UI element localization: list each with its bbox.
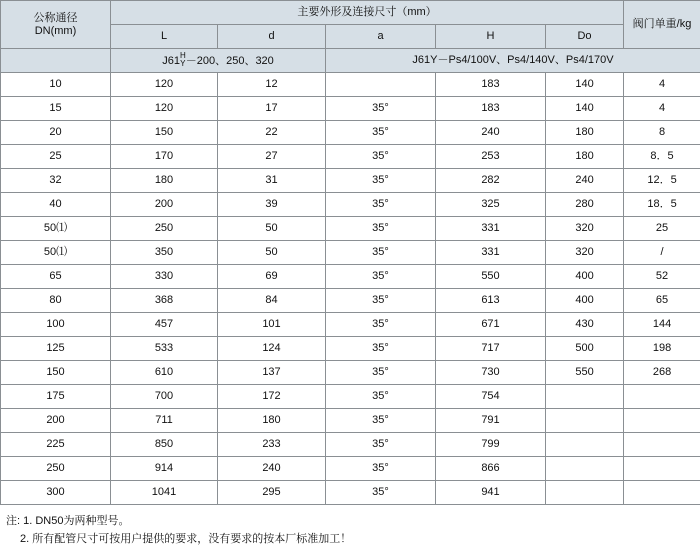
cell-a: 35° xyxy=(326,217,436,241)
cell-H: 730 xyxy=(436,361,546,385)
cell-L: 120 xyxy=(111,97,218,121)
cell-d: 31 xyxy=(218,169,326,193)
cell-Do xyxy=(546,385,624,409)
header-col-L: L xyxy=(111,25,218,49)
cell-weight: 268 xyxy=(624,361,700,385)
cell-H: 325 xyxy=(436,193,546,217)
cell-weight: 8．5 xyxy=(624,145,700,169)
cell-a: 35° xyxy=(326,313,436,337)
cell-dn: 20 xyxy=(1,121,111,145)
table-row xyxy=(1,409,700,433)
header-col-H: H xyxy=(436,25,546,49)
cell-H: 799 xyxy=(436,433,546,457)
cell-a: 35° xyxy=(326,145,436,169)
cell-a: 35° xyxy=(326,385,436,409)
cell-a: 35° xyxy=(326,457,436,481)
cell-dn: 100 xyxy=(1,313,111,337)
cell-weight: 18．5 xyxy=(624,193,700,217)
cell-d: 295 xyxy=(218,481,326,505)
header-dn xyxy=(1,1,111,49)
table-body xyxy=(1,73,700,505)
table-header-row-1 xyxy=(1,1,700,25)
series-blank xyxy=(1,49,111,73)
cell-weight xyxy=(624,481,700,505)
notes-block xyxy=(0,512,700,548)
table-row xyxy=(1,169,700,193)
cell-L: 120 xyxy=(111,73,218,97)
cell-d: 180 xyxy=(218,409,326,433)
table-row xyxy=(1,289,700,313)
cell-dn: 225 xyxy=(1,433,111,457)
cell-d: 22 xyxy=(218,121,326,145)
cell-L: 150 xyxy=(111,121,218,145)
table-row xyxy=(1,121,700,145)
cell-d: 12 xyxy=(218,73,326,97)
cell-Do xyxy=(546,409,624,433)
table-row xyxy=(1,361,700,385)
cell-Do: 180 xyxy=(546,145,624,169)
cell-dn: 50⑴ xyxy=(1,217,111,241)
table-row xyxy=(1,73,700,97)
cell-d: 240 xyxy=(218,457,326,481)
cell-weight xyxy=(624,409,700,433)
cell-H: 754 xyxy=(436,385,546,409)
header-col-Do: Do xyxy=(546,25,624,49)
cell-Do xyxy=(546,457,624,481)
header-group-dimensions: 主要外形及连接尺寸（mm） xyxy=(111,1,624,25)
cell-H: 240 xyxy=(436,121,546,145)
cell-Do: 180 xyxy=(546,121,624,145)
table-row xyxy=(1,217,700,241)
cell-d: 137 xyxy=(218,361,326,385)
cell-H: 331 xyxy=(436,241,546,265)
cell-d: 39 xyxy=(218,193,326,217)
series-right: J61Y－Ps4/100V、Ps4/140V、Ps4/170V xyxy=(326,49,700,73)
cell-H: 282 xyxy=(436,169,546,193)
table-row xyxy=(1,433,700,457)
cell-weight xyxy=(624,457,700,481)
cell-a: 35° xyxy=(326,97,436,121)
cell-weight: 8 xyxy=(624,121,700,145)
table-row xyxy=(1,145,700,169)
cell-H: 253 xyxy=(436,145,546,169)
table-row xyxy=(1,193,700,217)
cell-a: 35° xyxy=(326,433,436,457)
cell-dn: 175 xyxy=(1,385,111,409)
series-left-frac-den: Y xyxy=(180,60,186,68)
cell-weight: 4 xyxy=(624,73,700,97)
cell-L: 850 xyxy=(111,433,218,457)
cell-dn: 25 xyxy=(1,145,111,169)
cell-L: 700 xyxy=(111,385,218,409)
cell-weight: 198 xyxy=(624,337,700,361)
cell-L: 250 xyxy=(111,217,218,241)
cell-Do: 140 xyxy=(546,97,624,121)
cell-L: 610 xyxy=(111,361,218,385)
cell-dn: 50⑴ xyxy=(1,241,111,265)
cell-L: 368 xyxy=(111,289,218,313)
table-row xyxy=(1,385,700,409)
cell-a: 35° xyxy=(326,337,436,361)
cell-L: 330 xyxy=(111,265,218,289)
cell-H: 183 xyxy=(436,97,546,121)
cell-dn: 80 xyxy=(1,289,111,313)
cell-weight: 52 xyxy=(624,265,700,289)
cell-weight xyxy=(624,433,700,457)
cell-L: 914 xyxy=(111,457,218,481)
cell-d: 17 xyxy=(218,97,326,121)
cell-H: 613 xyxy=(436,289,546,313)
cell-H: 941 xyxy=(436,481,546,505)
header-dn-unit: DN(mm) xyxy=(1,25,110,38)
series-left-frac-num: H xyxy=(180,52,186,60)
cell-Do: 320 xyxy=(546,241,624,265)
cell-Do: 140 xyxy=(546,73,624,97)
cell-L: 170 xyxy=(111,145,218,169)
cell-H: 866 xyxy=(436,457,546,481)
cell-dn: 150 xyxy=(1,361,111,385)
header-weight: 阀门单重/kg xyxy=(624,1,700,49)
cell-dn: 125 xyxy=(1,337,111,361)
cell-dn: 250 xyxy=(1,457,111,481)
cell-L: 457 xyxy=(111,313,218,337)
cell-Do: 400 xyxy=(546,289,624,313)
cell-L: 533 xyxy=(111,337,218,361)
cell-H: 791 xyxy=(436,409,546,433)
table-row xyxy=(1,265,700,289)
note-line-1: 注: 1. DN50为两种型号。 xyxy=(6,512,700,530)
cell-weight: 4 xyxy=(624,97,700,121)
cell-Do: 280 xyxy=(546,193,624,217)
cell-Do: 430 xyxy=(546,313,624,337)
cell-a: 35° xyxy=(326,169,436,193)
cell-d: 69 xyxy=(218,265,326,289)
cell-a: 35° xyxy=(326,361,436,385)
header-col-d: d xyxy=(218,25,326,49)
cell-weight: 65 xyxy=(624,289,700,313)
cell-H: 183 xyxy=(436,73,546,97)
cell-weight: 25 xyxy=(624,217,700,241)
cell-weight xyxy=(624,385,700,409)
cell-d: 84 xyxy=(218,289,326,313)
cell-Do: 400 xyxy=(546,265,624,289)
cell-d: 101 xyxy=(218,313,326,337)
cell-a: 35° xyxy=(326,481,436,505)
cell-d: 27 xyxy=(218,145,326,169)
cell-dn: 300 xyxy=(1,481,111,505)
cell-dn: 32 xyxy=(1,169,111,193)
header-dn-label: 公称通径 xyxy=(1,12,110,25)
cell-L: 711 xyxy=(111,409,218,433)
cell-Do xyxy=(546,433,624,457)
table-row xyxy=(1,481,700,505)
table-row xyxy=(1,241,700,265)
cell-a: 35° xyxy=(326,409,436,433)
cell-d: 50 xyxy=(218,241,326,265)
cell-dn: 40 xyxy=(1,193,111,217)
series-left xyxy=(111,49,326,73)
table-row xyxy=(1,457,700,481)
cell-a: 35° xyxy=(326,193,436,217)
cell-H: 331 xyxy=(436,217,546,241)
series-left-fraction xyxy=(180,52,186,68)
note-line-2: 2. 所有配管尺寸可按用户提供的要求，没有要求的按本厂标准加工！ xyxy=(6,530,700,548)
cell-L: 350 xyxy=(111,241,218,265)
table-row xyxy=(1,337,700,361)
cell-L: 1041 xyxy=(111,481,218,505)
cell-weight: / xyxy=(624,241,700,265)
cell-a: 35° xyxy=(326,121,436,145)
cell-dn: 200 xyxy=(1,409,111,433)
cell-Do: 550 xyxy=(546,361,624,385)
cell-H: 550 xyxy=(436,265,546,289)
cell-a: 35° xyxy=(326,289,436,313)
cell-dn: 15 xyxy=(1,97,111,121)
table-row xyxy=(1,313,700,337)
cell-a xyxy=(326,73,436,97)
table-row xyxy=(1,97,700,121)
cell-weight: 144 xyxy=(624,313,700,337)
table-series-row xyxy=(1,49,700,73)
cell-Do: 500 xyxy=(546,337,624,361)
cell-d: 50 xyxy=(218,217,326,241)
cell-d: 124 xyxy=(218,337,326,361)
cell-a: 35° xyxy=(326,241,436,265)
cell-d: 172 xyxy=(218,385,326,409)
series-left-prefix: J61 xyxy=(162,54,180,66)
cell-L: 200 xyxy=(111,193,218,217)
cell-weight: 12．5 xyxy=(624,169,700,193)
cell-Do: 240 xyxy=(546,169,624,193)
cell-H: 717 xyxy=(436,337,546,361)
cell-Do: 320 xyxy=(546,217,624,241)
cell-a: 35° xyxy=(326,265,436,289)
series-left-suffix: －200、250、320 xyxy=(186,54,274,66)
cell-H: 671 xyxy=(436,313,546,337)
header-col-a: a xyxy=(326,25,436,49)
cell-dn: 10 xyxy=(1,73,111,97)
cell-dn: 65 xyxy=(1,265,111,289)
cell-L: 180 xyxy=(111,169,218,193)
cell-Do xyxy=(546,481,624,505)
cell-d: 233 xyxy=(218,433,326,457)
